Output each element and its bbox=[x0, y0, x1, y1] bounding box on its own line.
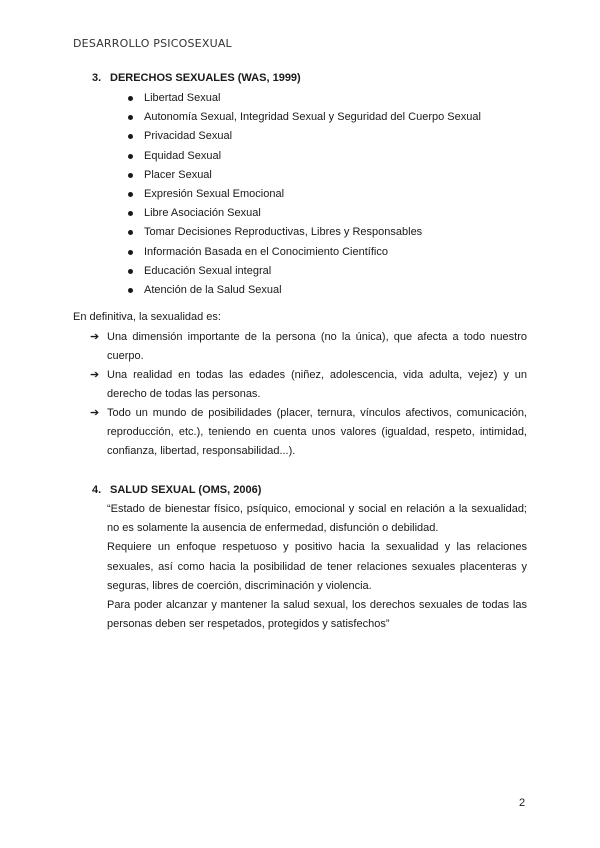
list-item bbox=[90, 366, 527, 404]
paragraph: Para poder alcanzar y mantener la salud sexual, los derechos sexuales de todas las personas deben ser respetados, protegidos y satisfechos” bbox=[107, 599, 527, 631]
section-3-heading bbox=[92, 72, 301, 84]
summary-point-text: Una dimensión importante de la persona (no la única), que afecta a todo nuestro cuerpo. bbox=[107, 331, 527, 362]
summary-points-list bbox=[90, 328, 527, 461]
list-item: Privacidad Sexual bbox=[128, 127, 481, 146]
page-header: DESARROLLO PSICOSEXUAL bbox=[73, 37, 232, 50]
list-item: Educación Sexual integral bbox=[128, 262, 481, 281]
sexual-health-definition bbox=[107, 500, 527, 634]
list-item: Equidad Sexual bbox=[128, 147, 481, 166]
list-item: Atención de la Salud Sexual bbox=[128, 281, 481, 300]
section-3-title: DERECHOS SEXUALES (WAS, 1999) bbox=[110, 72, 301, 84]
summary-point-text: Una realidad en todas las edades (niñez, adolescencia, vida adulta, vejez) y un derecho de todas las personas. bbox=[107, 369, 527, 400]
list-item: Placer Sexual bbox=[128, 166, 481, 185]
list-item: Información Basada en el Conocimiento Científico bbox=[128, 243, 481, 262]
list-item bbox=[90, 328, 527, 366]
summary-point-text: Todo un mundo de posibilidades (placer, ternura, vínculos afectivos, comunicación, reproducción, etc.), teniendo en cuenta unos valores (igualdad, respeto, intimidad, confianza, libertad, responsabilidad...). bbox=[107, 407, 527, 457]
arrow-icon: ➔ bbox=[90, 407, 100, 419]
arrow-icon: ➔ bbox=[90, 331, 100, 343]
paragraph: “Estado de bienestar físico, psíquico, emocional y social en relación a la sexualidad; no es solamente la ausencia de enfermedad, disfunción o debilidad. bbox=[107, 503, 527, 535]
sexual-rights-list bbox=[128, 89, 481, 300]
paragraph: Requiere un enfoque respetuoso y positivo hacia la sexualidad y las relaciones sexuales, así como hacia la posibilidad de tener relaciones sexuales placenteras y seguras, libres de coerción, discriminación y violencia. bbox=[107, 541, 527, 592]
list-item: Libertad Sexual bbox=[128, 89, 481, 108]
list-item: Tomar Decisiones Reproductivas, Libres y Responsables bbox=[128, 223, 481, 242]
list-item: Autonomía Sexual, Integridad Sexual y Seguridad del Cuerpo Sexual bbox=[128, 108, 481, 127]
arrow-icon: ➔ bbox=[90, 369, 100, 381]
page-number: 2 bbox=[519, 797, 526, 809]
section-4-heading bbox=[92, 484, 261, 496]
section-4-title: SALUD SEXUAL (OMS, 2006) bbox=[110, 484, 262, 496]
list-item bbox=[90, 404, 527, 461]
summary-intro: En definitiva, la sexualidad es: bbox=[73, 311, 221, 323]
section-4-number: 4. bbox=[92, 484, 102, 496]
section-3-number: 3. bbox=[92, 72, 102, 84]
list-item: Libre Asociación Sexual bbox=[128, 204, 481, 223]
list-item: Expresión Sexual Emocional bbox=[128, 185, 481, 204]
